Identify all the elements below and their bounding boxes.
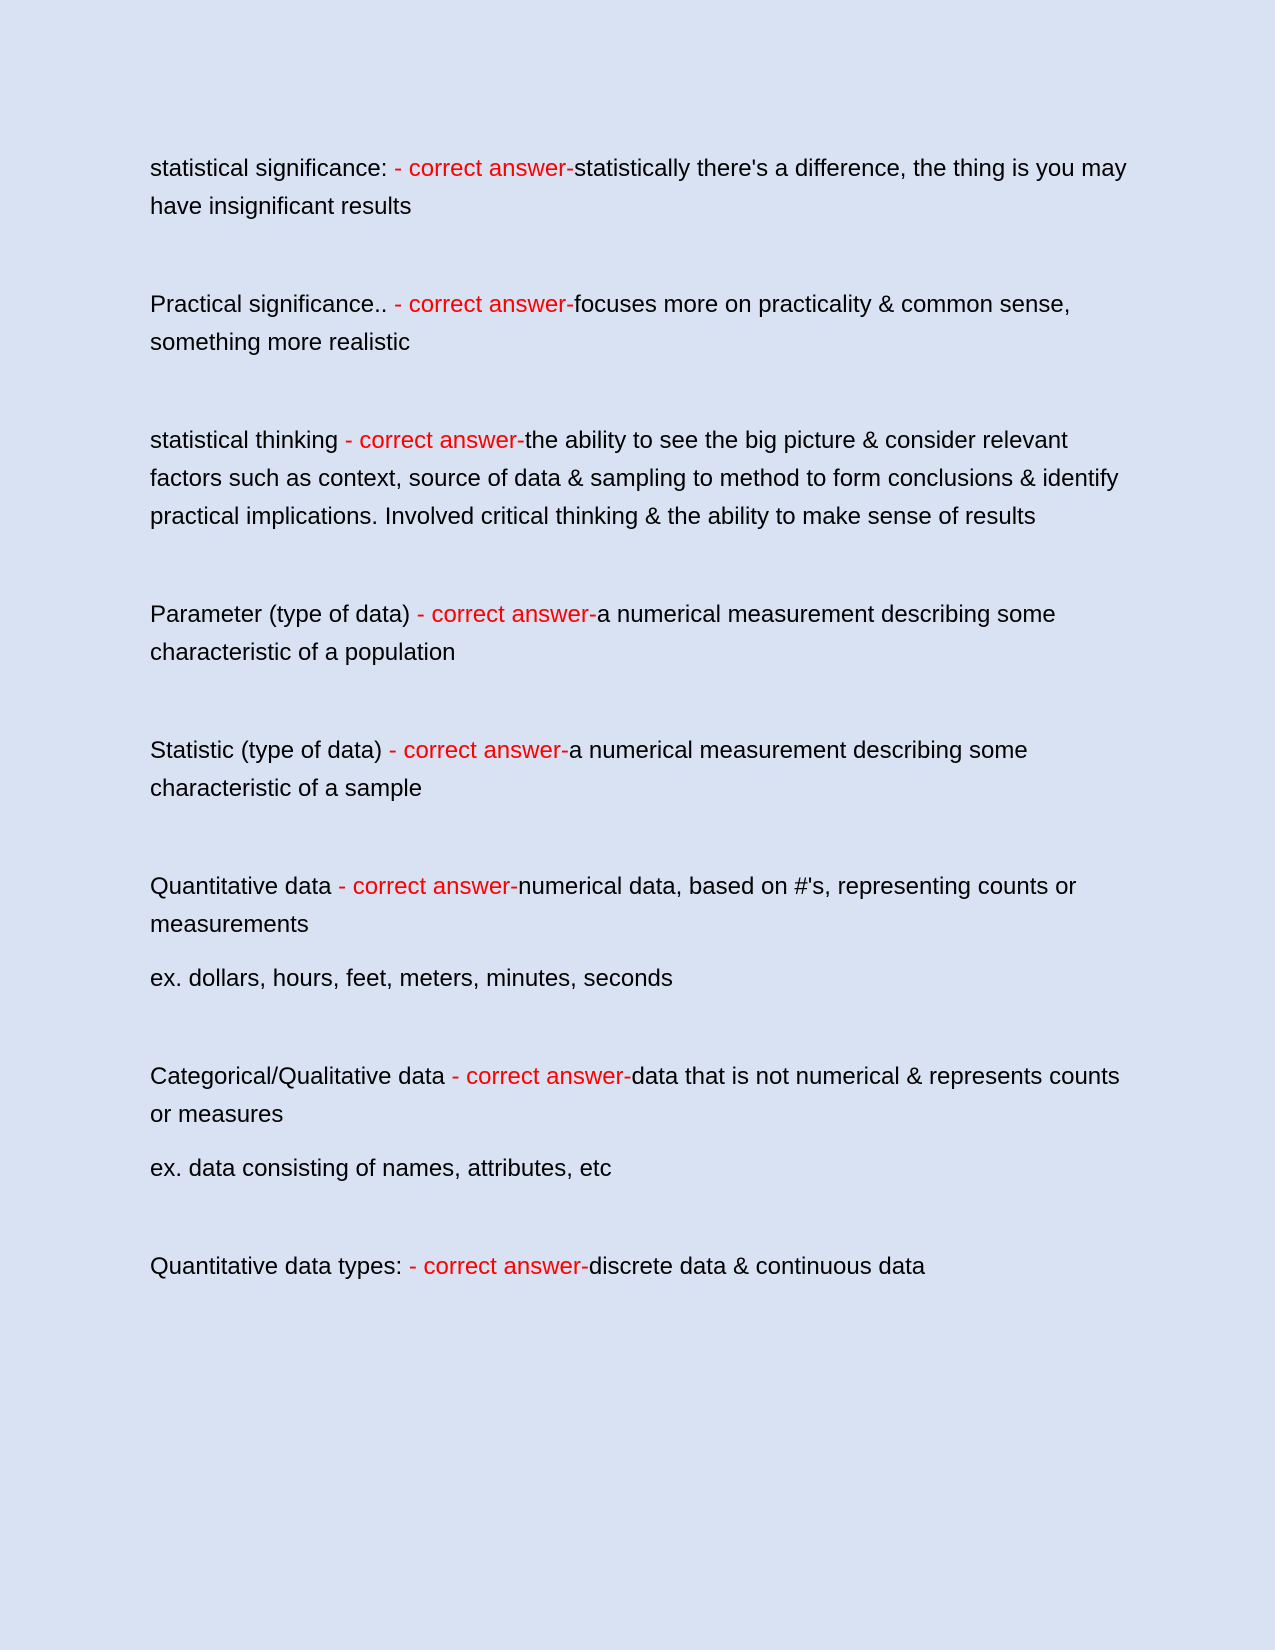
answer-label: - correct answer- — [408, 1253, 589, 1280]
flashcard-entry — [150, 1058, 1135, 1188]
flashcard-text — [150, 286, 1135, 362]
answer-label: - correct answer- — [416, 601, 597, 628]
answer-label: - correct answer- — [344, 427, 525, 454]
flashcard-entry — [150, 422, 1135, 536]
flashcard-entry — [150, 596, 1135, 672]
term: statistical thinking — [150, 427, 345, 454]
example-text: ex. dollars, hours, feet, meters, minutes, seconds — [150, 965, 673, 992]
term: Categorical/Qualitative data — [150, 1063, 452, 1090]
term: Practical significance.. — [150, 291, 395, 318]
term: statistical significance: — [150, 155, 395, 182]
definition: a numerical measurement describing some characteristic of a sample — [150, 737, 1028, 802]
flashcard-text — [150, 868, 1135, 944]
answer-label: - correct answer- — [338, 873, 519, 900]
term: Quantitative data — [150, 873, 339, 900]
definition: data that is not numerical & represents counts or measures — [150, 1063, 1120, 1128]
definition: a numerical measurement describing some characteristic of a population — [150, 601, 1056, 666]
flashcard-text — [150, 732, 1135, 808]
flashcard-entry — [150, 868, 1135, 998]
answer-label: - correct answer- — [388, 737, 569, 764]
definition: focuses more on practicality & common sense, something more realistic — [150, 291, 1071, 356]
flashcard-text — [150, 1058, 1135, 1134]
flashcard-text — [150, 1248, 1135, 1286]
answer-label: - correct answer- — [451, 1063, 632, 1090]
flashcard-entry — [150, 150, 1135, 226]
flashcard-text — [150, 596, 1135, 672]
flashcard-text — [150, 422, 1135, 536]
flashcard-list — [150, 150, 1135, 1346]
flashcard-text — [150, 150, 1135, 226]
flashcard-entry — [150, 732, 1135, 808]
term: Quantitative data types: — [150, 1253, 409, 1280]
flashcard-entry — [150, 286, 1135, 362]
answer-label: - correct answer- — [394, 291, 575, 318]
definition: the ability to see the big picture & consider relevant factors such as context, source of data & sampling to method to form conclusions & identify practical implications. Involved critical thinking & the ability to make sense of results — [150, 427, 1119, 530]
definition: numerical data, based on #'s, representing counts or measurements — [150, 873, 1077, 938]
term: Statistic (type of data) — [150, 737, 389, 764]
flashcard-entry — [150, 1248, 1135, 1286]
definition: discrete data & continuous data — [588, 1253, 926, 1280]
term: Parameter (type of data) — [150, 601, 417, 628]
example-text: ex. data consisting of names, attributes, etc — [150, 1155, 612, 1182]
definition: statistically there's a difference, the thing is you may have insignificant results — [150, 155, 1127, 220]
answer-label: - correct answer- — [394, 155, 575, 182]
